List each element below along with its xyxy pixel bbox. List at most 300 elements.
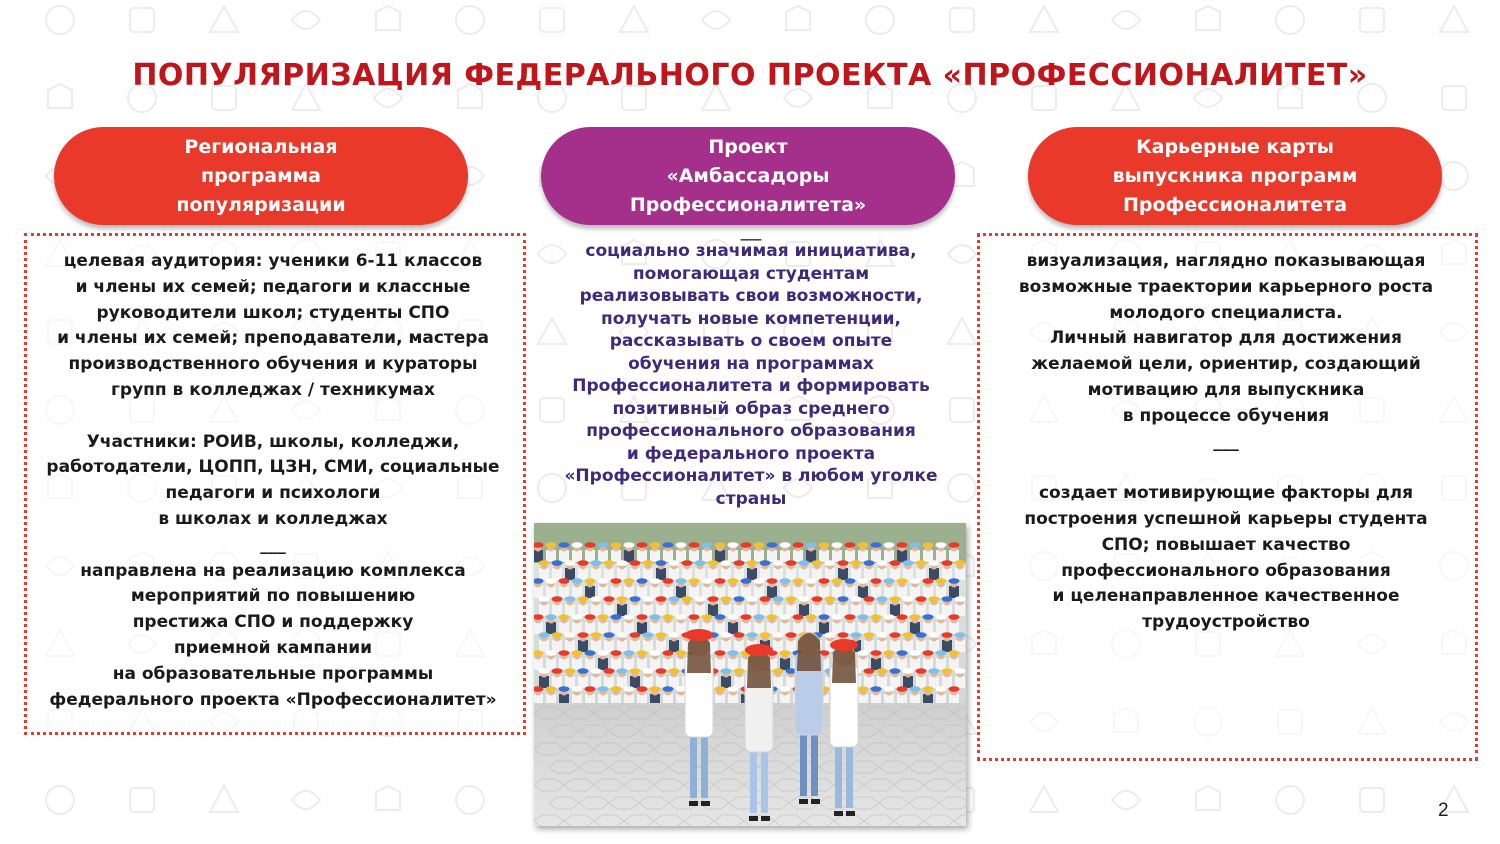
crowd-hat <box>643 596 654 602</box>
crowd-hat <box>669 668 680 674</box>
crowd-hat <box>949 686 960 692</box>
text-line: создает мотивирующие факторы для <box>1038 483 1414 504</box>
crowd-hat <box>916 632 927 638</box>
crowd-person <box>572 622 582 634</box>
crowd-person <box>936 658 946 670</box>
crowd-person <box>949 622 959 634</box>
text-line: направлена на реализацию комплекса <box>80 560 466 581</box>
crowd-person <box>565 676 575 688</box>
crowd-hat <box>676 650 687 656</box>
background-pattern-icon <box>46 6 74 34</box>
crowd-hat <box>890 632 901 638</box>
front-person-leg <box>800 731 807 796</box>
crowd-hat <box>539 560 550 566</box>
crowd-hat <box>845 542 856 548</box>
background-pattern-icon <box>456 786 484 814</box>
crowd-hat <box>585 542 596 548</box>
crowd-hat <box>611 650 622 656</box>
crowd-hat <box>565 668 576 674</box>
crowd-person <box>819 622 829 634</box>
front-person-shoe <box>701 801 710 806</box>
front-person-shoe <box>761 816 770 821</box>
text-line: и целенаправленное качественное <box>1052 586 1400 607</box>
text-line: реализовывать свои возможности, <box>579 286 923 306</box>
crowd-hat <box>734 632 745 638</box>
crowd-hat <box>578 560 589 566</box>
crowd-hat <box>929 632 940 638</box>
crowd-person <box>559 550 569 562</box>
crowd-hat <box>559 578 570 584</box>
crowd-hat <box>650 578 661 584</box>
crowd-hat <box>890 668 901 674</box>
crowd-person <box>780 622 790 634</box>
crowd-hat <box>903 668 914 674</box>
crowd-hat <box>585 614 596 620</box>
crowd-hat <box>617 632 628 638</box>
crowd-person <box>611 550 621 562</box>
crowd-hat <box>585 686 596 692</box>
crowd-person <box>786 604 796 616</box>
crowd-hat <box>910 542 921 548</box>
crowd-person <box>955 568 965 580</box>
crowd-person <box>780 586 790 598</box>
crowd-person <box>910 550 920 562</box>
crowd-hat <box>741 542 752 548</box>
background-pattern-icon <box>1276 786 1304 814</box>
crowd-hat <box>676 542 687 548</box>
crowd-person <box>689 586 699 598</box>
crowd-person <box>819 586 829 598</box>
crowd-hat <box>702 542 713 548</box>
crowd-person <box>780 550 790 562</box>
crowd-person <box>916 676 926 688</box>
header-line: выпускника программ <box>1112 164 1358 187</box>
background-pattern-icon <box>1360 788 1384 812</box>
crowd-hat <box>903 632 914 638</box>
crowd-hat <box>884 614 895 620</box>
crowd-hat <box>864 668 875 674</box>
crowd-hat <box>728 614 739 620</box>
front-person-leg <box>690 733 697 798</box>
crowd-person <box>832 622 842 634</box>
crowd-hat <box>565 632 576 638</box>
crowd-person <box>897 622 907 634</box>
crowd-hat <box>598 614 609 620</box>
crowd-person <box>676 622 686 634</box>
crowd-person <box>721 676 731 688</box>
crowd-person <box>585 586 595 598</box>
crowd-hat <box>546 578 557 584</box>
crowd-person <box>845 586 855 598</box>
crowd-person <box>637 622 647 634</box>
background-pattern-icon <box>1360 8 1384 32</box>
crowd-person <box>877 568 887 580</box>
crowd-person <box>806 586 816 598</box>
crowd-hat <box>708 560 719 566</box>
crowd-hat <box>708 596 719 602</box>
crowd-person <box>910 622 920 634</box>
crowd-person <box>851 604 861 616</box>
text-line: получать новые компетенции, <box>600 308 902 329</box>
background-pattern-icon <box>292 11 320 29</box>
crowd-hat <box>897 614 908 620</box>
crowd-hat <box>884 650 895 656</box>
crowd-person <box>955 604 965 616</box>
background-pattern-icon <box>1030 786 1058 812</box>
crowd-hat <box>650 650 661 656</box>
crowd-hat <box>591 596 602 602</box>
crowd-hat <box>604 596 615 602</box>
crowd-person <box>754 550 764 562</box>
crowd-person <box>643 568 653 580</box>
crowd-person <box>663 658 673 670</box>
crowd-person <box>663 550 673 562</box>
crowd-person <box>897 550 907 562</box>
crowd-hat <box>578 596 589 602</box>
crowd-person <box>949 550 959 562</box>
crowd-hat <box>825 632 836 638</box>
crowd-person <box>871 550 881 562</box>
crowd-person <box>760 568 770 580</box>
crowd-hat <box>572 542 583 548</box>
crowd-hat <box>799 560 810 566</box>
crowd-person <box>871 586 881 598</box>
crowd-person <box>890 676 900 688</box>
crowd-hat <box>741 614 752 620</box>
crowd-person <box>578 568 588 580</box>
background-pattern-icon <box>1112 11 1140 29</box>
crowd-person <box>585 658 595 670</box>
crowd-hat <box>611 686 622 692</box>
crowd-hat <box>916 560 927 566</box>
crowd-hat <box>897 650 908 656</box>
crowd-person <box>721 568 731 580</box>
crowd-hat <box>598 686 609 692</box>
crowd-person <box>630 676 640 688</box>
crowd-hat <box>877 632 888 638</box>
crowd-person <box>552 604 562 616</box>
crowd-hat <box>598 650 609 656</box>
right-column-text <box>981 249 1471 636</box>
crowd-hat <box>942 560 953 566</box>
text-line: федерального проекта «Профессионалитет» <box>49 689 497 710</box>
crowd-hat <box>539 668 550 674</box>
crowd-person <box>534 550 543 562</box>
crowd-person <box>858 550 868 562</box>
text-line: профессионального образования <box>1061 560 1391 581</box>
crowd-hat <box>656 560 667 566</box>
crowd-person <box>858 658 868 670</box>
crowd-person <box>786 640 796 652</box>
crowd-hat <box>780 542 791 548</box>
crowd-hat <box>910 614 921 620</box>
crowd-hat <box>903 596 914 602</box>
crowd-hat <box>780 614 791 620</box>
crowd-person <box>929 676 939 688</box>
text-line: в процессе обучения <box>1122 405 1330 426</box>
crowd-person <box>871 658 881 670</box>
crowd-person <box>552 676 562 688</box>
text-line: престижа СПО и поддержку <box>132 612 414 633</box>
crowd-person <box>604 640 614 652</box>
crowd-hat <box>793 542 804 548</box>
crowd-person <box>877 676 887 688</box>
crowd-hat <box>565 560 576 566</box>
crowd-person <box>741 586 751 598</box>
header-line: «Амбассадоры <box>666 164 830 187</box>
crowd-hat <box>702 578 713 584</box>
slide-title: ПОПУЛЯРИЗАЦИЯ ФЕДЕРАЛЬНОГО ПРОЕКТА «ПРОФЕССИОНАЛИТЕТ» <box>132 58 1368 93</box>
crowd-hat <box>897 578 908 584</box>
background-pattern-icon <box>1440 6 1468 32</box>
crowd-hat <box>838 596 849 602</box>
crowd-hat <box>572 614 583 620</box>
crowd-person <box>682 604 692 616</box>
crowd-person <box>877 640 887 652</box>
crowd-hat <box>760 596 771 602</box>
crowd-person <box>734 640 744 652</box>
crowd-hat <box>715 578 726 584</box>
crowd-person <box>565 568 575 580</box>
crowd-hat <box>591 632 602 638</box>
crowd-person <box>708 568 718 580</box>
crowd-person <box>534 586 543 598</box>
crowd-hat <box>955 560 966 566</box>
crowd-hat <box>832 614 843 620</box>
crowd-person <box>591 676 601 688</box>
crowd-person <box>916 640 926 652</box>
crowd-person <box>871 622 881 634</box>
crowd-hat <box>728 542 739 548</box>
crowd-hat <box>617 596 628 602</box>
crowd-hat <box>786 596 797 602</box>
crowd-hat <box>676 614 687 620</box>
header-line: популяризации <box>176 193 346 216</box>
text-line: и члены их семей; педагоги и классные <box>75 276 471 297</box>
crowd-hat <box>559 686 570 692</box>
crowd-hat <box>838 560 849 566</box>
crowd-hat <box>578 668 589 674</box>
crowd-hat <box>890 596 901 602</box>
crowd-hat <box>929 596 940 602</box>
crowd-person <box>916 568 926 580</box>
crowd-hat <box>910 686 921 692</box>
crowd-hat <box>793 578 804 584</box>
crowd-person <box>767 622 777 634</box>
crowd-hat <box>656 668 667 674</box>
crowd-hat <box>877 668 888 674</box>
text-line <box>28 404 518 430</box>
crowd-hat <box>825 560 836 566</box>
crowd-person <box>773 640 783 652</box>
crowd-hat <box>702 614 713 620</box>
crowd-hat <box>858 614 869 620</box>
crowd-hat <box>689 578 700 584</box>
crowd-hat <box>851 632 862 638</box>
crowd-person <box>858 622 868 634</box>
crowd-person <box>715 586 725 598</box>
crowd-person <box>903 640 913 652</box>
crowd-hat <box>936 650 947 656</box>
crowd-hat <box>572 686 583 692</box>
crowd-person <box>929 568 939 580</box>
crowd-person <box>864 640 874 652</box>
background-pattern-icon <box>130 8 154 32</box>
crowd-person <box>617 604 627 616</box>
crowd-hat <box>591 668 602 674</box>
crowd-person <box>715 550 725 562</box>
crowd-hat <box>598 578 609 584</box>
crowd-person <box>630 568 640 580</box>
left-column-text <box>28 249 518 713</box>
crowd-person <box>793 622 803 634</box>
text-line: работодатели, ЦОПП, ЦЗН, СМИ, социальные <box>46 457 500 478</box>
crowd-hat <box>734 560 745 566</box>
crowd-hat <box>663 578 674 584</box>
crowd-person <box>591 604 601 616</box>
background-pattern-icon <box>130 788 154 812</box>
crowd-person <box>559 622 569 634</box>
crowd-hat <box>637 578 648 584</box>
crowd-person <box>546 622 556 634</box>
crowd-hat <box>949 542 960 548</box>
crowd-hat <box>611 542 622 548</box>
crowd-hat <box>572 578 583 584</box>
background-pattern-icon <box>1196 6 1220 30</box>
crowd-person <box>819 550 829 562</box>
crowd-person <box>929 604 939 616</box>
header-line: Профессионалитета <box>1122 193 1348 216</box>
crowd-hat <box>741 578 752 584</box>
crowd-hat <box>643 632 654 638</box>
crowd-hat <box>884 686 895 692</box>
crowd-person <box>799 568 809 580</box>
crowd-hat <box>845 578 856 584</box>
background-pattern-icon <box>210 6 238 32</box>
crowd-person <box>546 658 556 670</box>
header-line: Профессионалитета» <box>629 193 867 216</box>
crowd-person <box>656 604 666 616</box>
crowd-person <box>650 658 660 670</box>
header-line: Проект <box>708 135 788 158</box>
crowd-person <box>936 586 946 598</box>
crowd-person <box>903 604 913 616</box>
text-line: социально значимая инициатива, <box>585 241 917 261</box>
crowd-person <box>799 604 809 616</box>
crowd-person <box>884 622 894 634</box>
crowd-hat <box>897 686 908 692</box>
crowd-hat <box>559 650 570 656</box>
crowd-person <box>598 550 608 562</box>
crowd-person <box>617 676 627 688</box>
crowd-hat <box>871 614 882 620</box>
crowd-person <box>534 658 543 670</box>
group-photo-illustration <box>534 523 966 826</box>
crowd-hat <box>546 614 557 620</box>
crowd-person <box>611 658 621 670</box>
crowd-person <box>741 550 751 562</box>
crowd-hat <box>851 560 862 566</box>
crowd-person <box>630 640 640 652</box>
crowd-hat <box>819 578 830 584</box>
crowd-hat <box>754 542 765 548</box>
crowd-hat <box>669 560 680 566</box>
crowd-hat <box>916 668 927 674</box>
crowd-hat <box>884 542 895 548</box>
crowd-hat <box>689 542 700 548</box>
background-pattern-icon <box>540 8 564 32</box>
crowd-hat <box>539 596 550 602</box>
crowd-person <box>832 586 842 598</box>
crowd-hat <box>721 668 732 674</box>
crowd-person <box>884 586 894 598</box>
crowd-person <box>539 568 549 580</box>
crowd-hat <box>806 578 817 584</box>
text-line: Профессионалитета и формировать <box>572 376 930 396</box>
text-line: мотивацию для выпускника <box>1087 379 1365 400</box>
crowd-person <box>572 550 582 562</box>
crowd-person <box>780 658 790 670</box>
crowd-person <box>598 622 608 634</box>
crowd-hat <box>949 614 960 620</box>
crowd-hat <box>812 596 823 602</box>
crowd-hat <box>637 614 648 620</box>
crowd-person <box>832 550 842 562</box>
crowd-hat <box>754 614 765 620</box>
crowd-hat <box>851 596 862 602</box>
crowd-hat <box>929 668 940 674</box>
crowd-person <box>923 658 933 670</box>
text-line: руководители школ; студенты СПО <box>96 302 450 323</box>
crowd-person <box>702 586 712 598</box>
crowd-hat <box>819 614 830 620</box>
crowd-person <box>728 622 738 634</box>
crowd-person <box>624 586 634 598</box>
crowd-person <box>534 622 543 634</box>
crowd-person <box>767 586 777 598</box>
text-line: Личный навигатор для достижения <box>1050 328 1402 349</box>
front-person-hair <box>797 633 821 671</box>
crowd-hat <box>728 578 739 584</box>
crowd-hat <box>650 686 661 692</box>
crowd-hat <box>663 686 674 692</box>
crowd-person <box>591 568 601 580</box>
text-line: визуализация, наглядно показывающая <box>1026 251 1426 271</box>
crowd-hat <box>936 686 947 692</box>
crowd-hat <box>910 578 921 584</box>
front-person-shoe <box>749 816 758 821</box>
crowd-person <box>552 640 562 652</box>
crowd-person <box>955 676 965 688</box>
crowd-hat <box>721 632 732 638</box>
crowd-person <box>539 604 549 616</box>
crowd-person <box>858 586 868 598</box>
background-pattern-icon <box>46 786 74 814</box>
crowd-hat <box>871 650 882 656</box>
crowd-hat <box>585 578 596 584</box>
text-line: мероприятий по повышению <box>130 586 416 607</box>
crowd-hat <box>923 650 934 656</box>
crowd-person <box>611 586 621 598</box>
crowd-person <box>702 550 712 562</box>
crowd-person <box>721 640 731 652</box>
crowd-hat <box>617 668 628 674</box>
crowd-person <box>949 586 959 598</box>
front-person-leg <box>750 748 757 813</box>
text-line: производственного обучения и кураторы <box>68 354 478 375</box>
crowd-person <box>864 604 874 616</box>
crowd-hat <box>598 542 609 548</box>
